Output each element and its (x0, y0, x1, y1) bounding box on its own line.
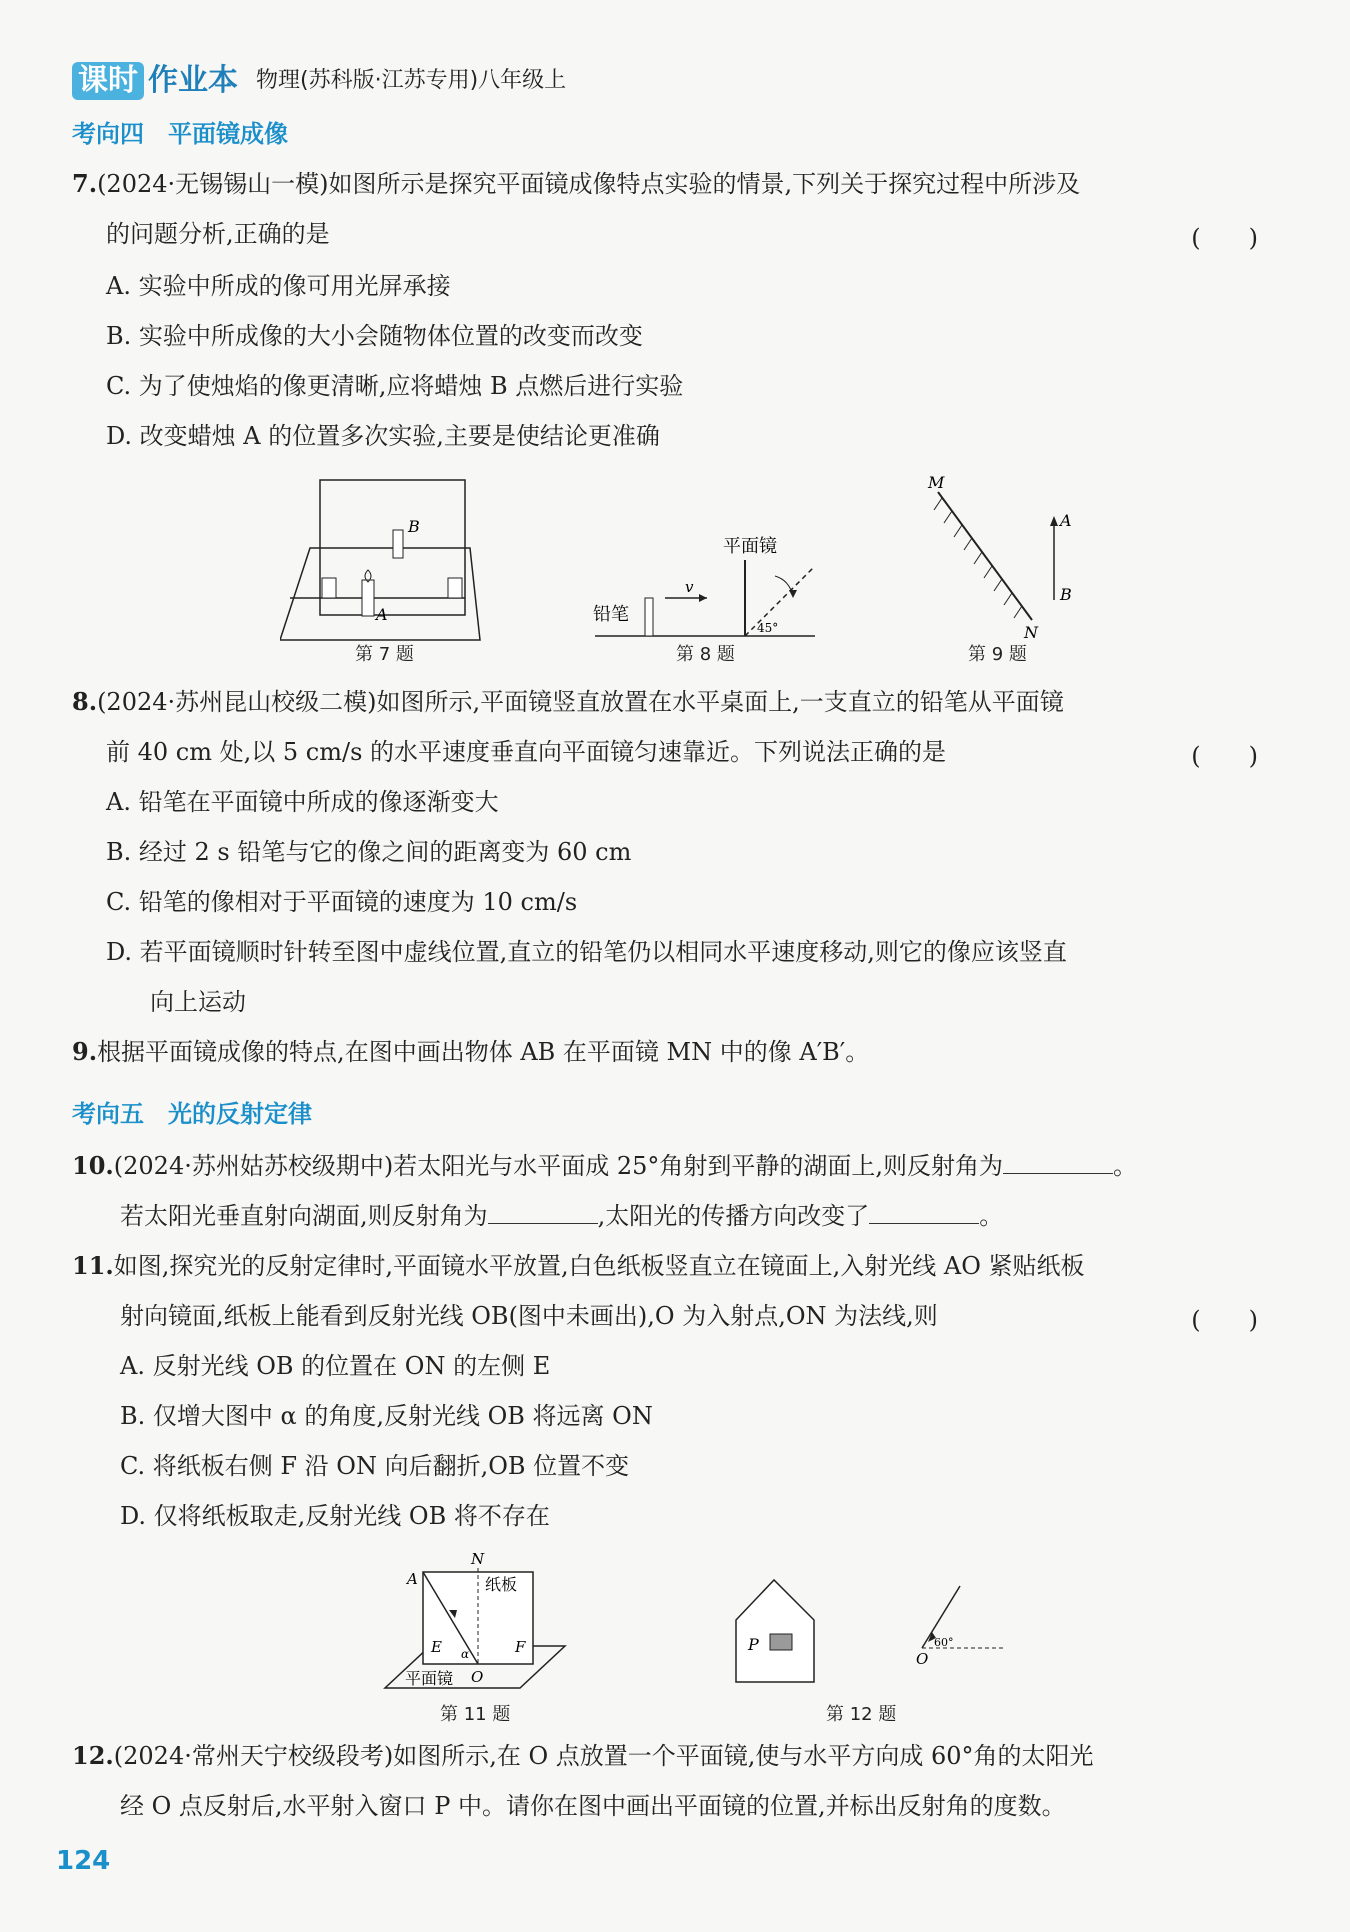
option-b: B. 经过 2 s 铅笔与它的像之间的距离变为 60 cm (106, 838, 632, 866)
question-7-line-2: 的问题分析,正确的是 (106, 220, 330, 248)
figure-9-caption: 第 9 题 (968, 644, 1027, 665)
question-10-line-1: 10.(2024·苏州姑苏校级期中)若太阳光与水平面成 25°角射到平静的湖面上,则反射角为 。 (72, 1151, 1137, 1180)
answer-parentheses: ( ) (1191, 1306, 1258, 1334)
label-b: B (1060, 585, 1072, 604)
question-number: 7. (72, 169, 98, 198)
figure-7 (280, 470, 500, 646)
brand-text: 作业本 (148, 63, 238, 98)
pencil-label: 铅笔 (593, 604, 629, 625)
label-f: F (515, 1638, 526, 1656)
label-n: N (471, 1550, 485, 1568)
angle-label: 45° (757, 621, 779, 635)
figure-12-caption: 第 12 题 (826, 1704, 897, 1725)
figure-11 (375, 1548, 575, 1698)
question-text: 如图,探究光的反射定律时,平面镜水平放置,白色纸板竖直立在镜面上,入射光线 AO 紧贴纸板 (113, 1252, 1085, 1280)
figure-12-house (730, 1570, 820, 1690)
option-a: A. 铅笔在平面镜中所成的像逐渐变大 (106, 788, 499, 816)
question-number: 10. (72, 1151, 114, 1180)
question-8-line-1 (72, 686, 1064, 718)
figure-12-ray (910, 1580, 1010, 1670)
question-text: (2024·苏州昆山校级二模)如图所示,平面镜竖直放置在水平桌面上,一支直立的铅笔从平面镜 (97, 688, 1064, 716)
figure-7-caption: 第 7 题 (355, 644, 414, 665)
question-11-line-2: 射向镜面,纸板上能看到反射光线 OB(图中未画出),O 为入射点,ON 为法线,则 (120, 1302, 938, 1330)
question-text: 根据平面镜成像的特点,在图中画出物体 AB 在平面镜 MN 中的像 A′B′。 (97, 1038, 870, 1066)
label-e: E (431, 1638, 442, 1656)
question-text: (2024·常州天宁校级段考)如图所示,在 O 点放置一个平面镜,使与水平方向成 60°角的太阳光 (113, 1742, 1094, 1770)
question-number: 12. (72, 1741, 114, 1770)
label-p: P (748, 1635, 759, 1654)
angle-label: 60° (934, 1636, 954, 1649)
question-number: 9. (72, 1037, 98, 1066)
option-b: B. 实验中所成像的大小会随物体位置的改变而改变 (106, 322, 643, 350)
mirror-label: 平面镜 (405, 1669, 454, 1688)
figure-8-caption: 第 8 题 (676, 644, 735, 665)
question-7-line-1 (72, 168, 1080, 200)
question-11-line-1 (72, 1250, 1085, 1282)
option-b: B. 仅增大图中 α 的角度,反射光线 OB 将远离 ON (120, 1402, 653, 1430)
mirror-label: 平面镜 (723, 536, 777, 557)
figure-7-label-a: A (376, 605, 388, 624)
label-o: O (471, 1668, 484, 1686)
label-m: M (928, 473, 945, 492)
brand-badge: 课时 (72, 62, 144, 100)
question-12-line-1 (72, 1740, 1094, 1772)
label-alpha: α (461, 1647, 470, 1661)
answer-blank[interactable] (869, 1203, 979, 1224)
option-d: D. 改变蜡烛 A 的位置多次实验,主要是使结论更准确 (106, 422, 660, 450)
question-12-line-2: 经 O 点反射后,水平射入窗口 P 中。请你在图中画出平面镜的位置,并标出反射角的度数。 (120, 1792, 1066, 1820)
velocity-label: v (685, 578, 694, 596)
option-a: A. 实验中所成的像可用光屏承接 (106, 272, 451, 300)
answer-parentheses: ( ) (1191, 224, 1258, 252)
page-header (72, 60, 566, 100)
question-text: (2024·无锡锡山一模)如图所示是探究平面镜成像特点实验的情景,下列关于探究过程中所涉及 (97, 170, 1081, 198)
answer-blank[interactable] (1003, 1153, 1113, 1174)
option-c: C. 将纸板右侧 F 沿 ON 向后翻折,OB 位置不变 (120, 1452, 630, 1480)
option-d-line-1: D. 若平面镜顺时针转至图中虚线位置,直立的铅笔仍以相同水平速度移动,则它的像应该竖直 (106, 938, 1067, 966)
page-number: 124 (56, 1846, 111, 1876)
option-d: D. 仅将纸板取走,反射光线 OB 将不存在 (120, 1502, 550, 1530)
figure-11-caption: 第 11 题 (440, 1704, 511, 1725)
answer-blank[interactable] (488, 1203, 598, 1224)
option-c: C. 铅笔的像相对于平面镜的速度为 10 cm/s (106, 888, 578, 916)
section-heading-4: 考向四 平面镜成像 (72, 120, 288, 148)
figure-7-label-b: B (408, 517, 420, 536)
option-a: A. 反射光线 OB 的位置在 ON 的左侧 E (120, 1352, 551, 1380)
question-10-line-2: 若太阳光垂直射向湖面,则反射角为 ,太阳光的传播方向改变了 。 (120, 1202, 1004, 1230)
book-subtitle: 物理(苏科版·江苏专用)八年级上 (256, 68, 567, 93)
option-d-line-2: 向上运动 (150, 988, 246, 1016)
label-a: A (1060, 511, 1072, 530)
label-a: A (407, 1570, 418, 1588)
question-8-line-2: 前 40 cm 处,以 5 cm/s 的水平速度垂直向平面镜匀速靠近。下列说法正确的是 (106, 738, 947, 766)
question-text: (2024·苏州姑苏校级期中)若太阳光与水平面成 25°角射到平静的湖面上,则反射角为 (113, 1152, 1003, 1180)
answer-parentheses: ( ) (1191, 742, 1258, 770)
section-heading-5: 考向五 光的反射定律 (72, 1100, 312, 1128)
figure-9 (920, 470, 1080, 640)
label-n: N (1024, 623, 1038, 640)
figure-8 (585, 520, 825, 640)
question-9 (72, 1036, 869, 1068)
option-c: C. 为了使烛焰的像更清晰,应将蜡烛 B 点燃后进行实验 (106, 372, 684, 400)
label-o: O (916, 1650, 929, 1668)
question-number: 8. (72, 687, 98, 716)
board-label: 纸板 (485, 1575, 518, 1594)
question-number: 11. (72, 1251, 114, 1280)
